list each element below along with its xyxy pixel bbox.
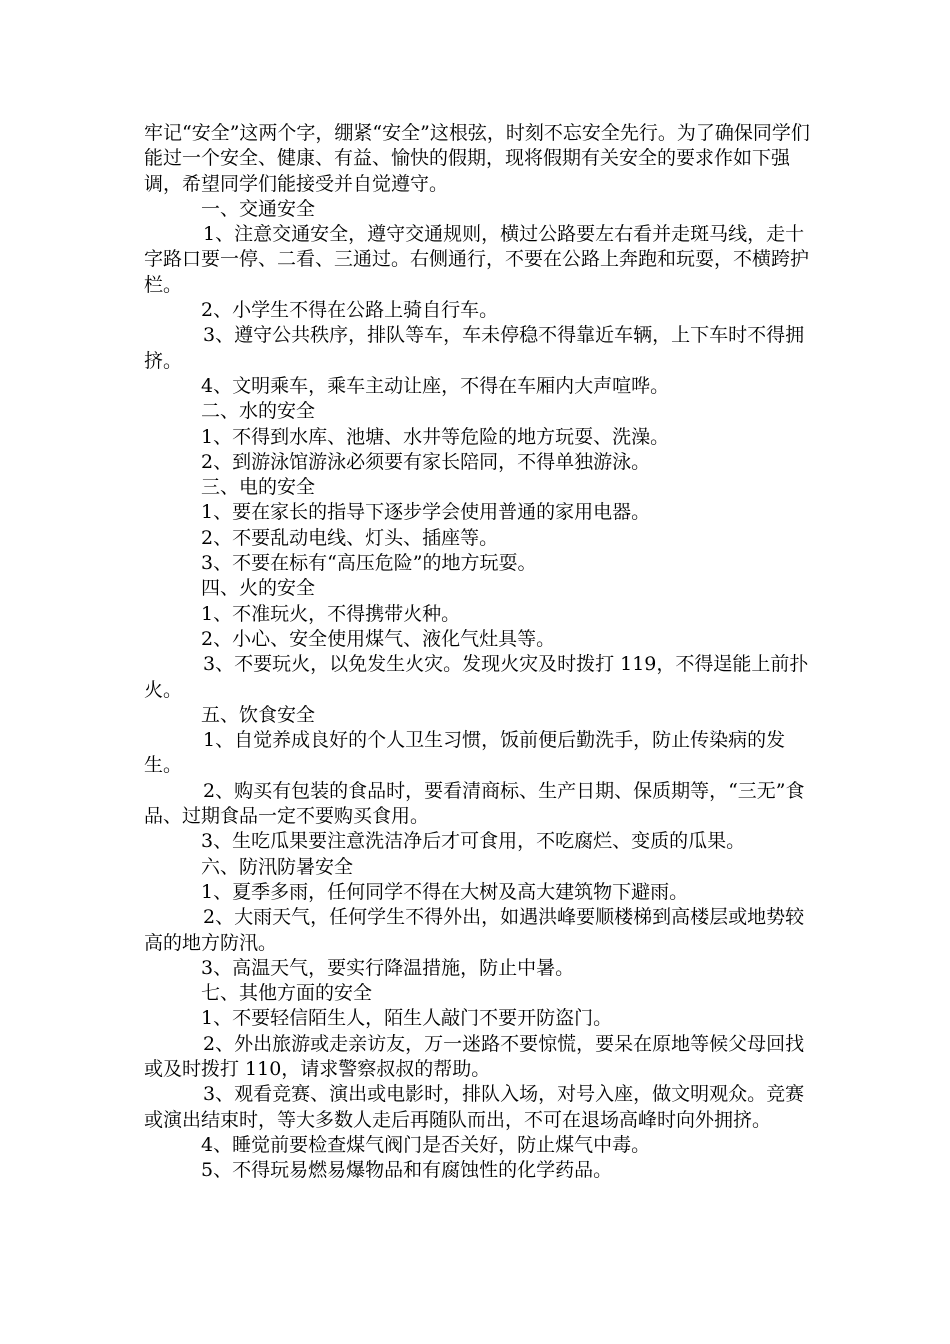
section-heading-water: 二、水的安全 — [201, 400, 316, 423]
list-item: 2、到游泳馆游泳必须要有家长陪同，不得单独游泳。 — [201, 450, 651, 473]
list-item: 1、注意交通安全，遵守交通规则，横过公路要左右看并走斑马线，走十字路口要一停、二看、三通过。右侧通行，不要在公路上奔跑和玩耍，不横跨护栏。 — [144, 223, 810, 296]
list-item: 2、不要乱动电线、灯头、插座等。 — [201, 526, 499, 549]
list-item: 2、外出旅游或走亲访友，万一迷路不要惊慌，要呆在原地等候父母回找或及时拨打 110，请求警察叔叔的帮助。 — [144, 1032, 805, 1080]
list-item: 3、高温天气，要实行降温措施，防止中暑。 — [201, 956, 575, 979]
list-item: 3、生吃瓜果要注意洗洁净后才可食用，不吃腐烂、变质的瓜果。 — [201, 830, 746, 853]
list-item: 1、自觉养成良好的个人卫生习惯，饭前便后勤洗手，防止传染病的发生。 — [144, 729, 786, 777]
section-heading-electricity: 三、电的安全 — [201, 476, 316, 499]
list-item: 1、不要轻信陌生人，陌生人敲门不要开防盗门。 — [201, 1007, 613, 1030]
intro-paragraph: 牢记“安全”这两个字，绷紧“安全”这根弦，时刻不忘安全先行。为了确保同学们能过一个安全、健康、有益、愉快的假期，现将假期有关安全的要求作如下强调，希望同学们能接受并自觉遵守。 — [144, 122, 810, 195]
list-item: 2、购买有包装的食品时，要看清商标、生产日期、保质期等，“三无”食品、过期食品一定不要购买食用。 — [144, 779, 805, 828]
list-item: 2、小心、安全使用煤气、液化气灶具等。 — [201, 627, 556, 650]
list-item: 2、小学生不得在公路上骑自行车。 — [201, 299, 499, 322]
list-item: 1、夏季多雨，任何同学不得在大树及高大建筑物下避雨。 — [201, 880, 689, 903]
section-heading-other: 七、其他方面的安全 — [201, 982, 373, 1005]
section-heading-flood-heat: 六、防汛防暑安全 — [201, 855, 354, 878]
list-item: 1、不得到水库、池塘、水井等危险的地方玩耍、洗澡。 — [201, 425, 670, 448]
list-item: 2、大雨天气，任何学生不得外出，如遇洪峰要顺楼梯到高楼层或地势较高的地方防汛。 — [144, 906, 805, 954]
document-body — [144, 121, 820, 1183]
list-item: 3、不要在标有“高压危险”的地方玩耍。 — [201, 552, 537, 575]
list-item: 3、观看竞赛、演出或电影时，排队入场，对号入座，做文明观众。竞赛或演出结束时，等大多数人走后再随队而出，不可在退场高峰时向外拥挤。 — [144, 1083, 805, 1131]
list-item: 3、遵守公共秩序，排队等车，车未停稳不得靠近车辆，上下车时不得拥挤。 — [144, 324, 805, 372]
list-item: 1、要在家长的指导下逐步学会使用普通的家用电器。 — [201, 501, 651, 524]
list-item: 4、睡觉前要检查煤气阀门是否关好，防止煤气中毒。 — [201, 1133, 651, 1156]
section-heading-fire: 四、火的安全 — [201, 577, 316, 600]
list-item: 5、不得玩易燃易爆物品和有腐蚀性的化学药品。 — [201, 1159, 613, 1182]
list-item: 3、不要玩火，以免发生火灾。发现火灾及时拨打 119，不得逞能上前扑火。 — [144, 653, 809, 701]
section-heading-food: 五、饮食安全 — [201, 703, 316, 726]
list-item: 1、不准玩火，不得携带火种。 — [201, 602, 461, 625]
section-heading-traffic: 一、交通安全 — [201, 197, 316, 220]
list-item: 4、文明乘车，乘车主动让座，不得在车厢内大声喧哗。 — [201, 374, 670, 397]
